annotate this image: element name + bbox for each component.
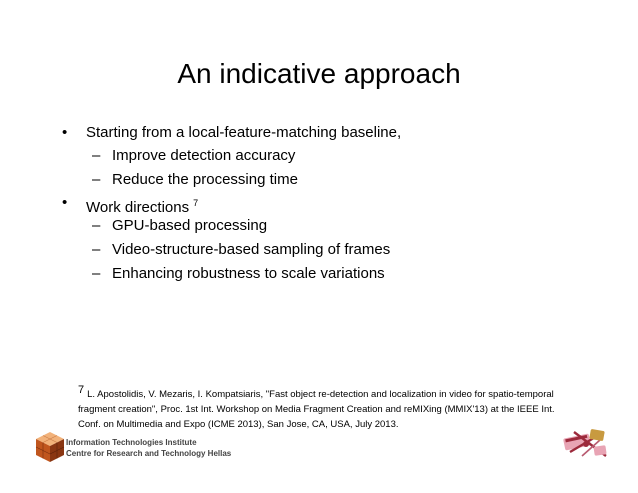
bullet-dot: • (62, 124, 68, 141)
sub-bullet-text: Improve detection accuracy (112, 147, 296, 164)
sub-bullet-item (62, 144, 622, 168)
bullet-item (62, 192, 622, 214)
sub-bullet-text: GPU-based processing (112, 217, 268, 234)
footnote-text: L. Apostolidis, V. Mezaris, I. Kompatsiaris, "Fast object re-detection and localization in video for spatio-temporal (87, 389, 554, 400)
institute-line: Information Technologies Institute (66, 438, 197, 447)
sub-bullet-dash: – (92, 241, 101, 258)
institute-name (66, 437, 231, 459)
sub-bullet-item (62, 238, 622, 262)
bullet-list (62, 122, 622, 286)
sub-bullet-text: Enhancing robustness to scale variations (112, 265, 385, 282)
footnote-ref: 7 (193, 198, 199, 208)
footnote-line: Conf. on Multimedia and Expo (ICME 2013), San Jose, CA, USA, July 2013. (78, 419, 399, 430)
bullet-text: Starting from a local-feature-matching baseline, (86, 124, 402, 141)
institute-line: Centre for Research and Technology Hellas (66, 449, 232, 458)
cube-logo-icon (34, 430, 66, 464)
sub-bullet-text: Reduce the processing time (112, 171, 298, 188)
footnote-line (78, 383, 598, 402)
footnote-number: 7 (78, 384, 85, 396)
sub-bullet-dash: – (92, 147, 101, 164)
footnote-line: fragment creation", Proc. 1st Int. Workshop on Media Fragment Creation and reMIXing (MMIX'13) at the IEEE Int. (78, 404, 555, 415)
bullet-text: Work directions (86, 199, 190, 216)
sub-bullet-dash: – (92, 265, 101, 282)
bullet-dot: • (62, 194, 68, 211)
sub-bullet-item (62, 262, 622, 286)
bullet-item (62, 122, 622, 144)
mmix-logo-icon (560, 426, 612, 464)
sub-bullet-item (62, 168, 622, 192)
slide-title: An indicative approach (177, 58, 461, 89)
footnote (78, 383, 598, 432)
sub-bullet-dash: – (92, 217, 101, 234)
sub-bullet-dash: – (92, 171, 101, 188)
sub-bullet-text: Video-structure-based sampling of frames (112, 241, 391, 258)
sub-bullet-item (62, 214, 622, 238)
